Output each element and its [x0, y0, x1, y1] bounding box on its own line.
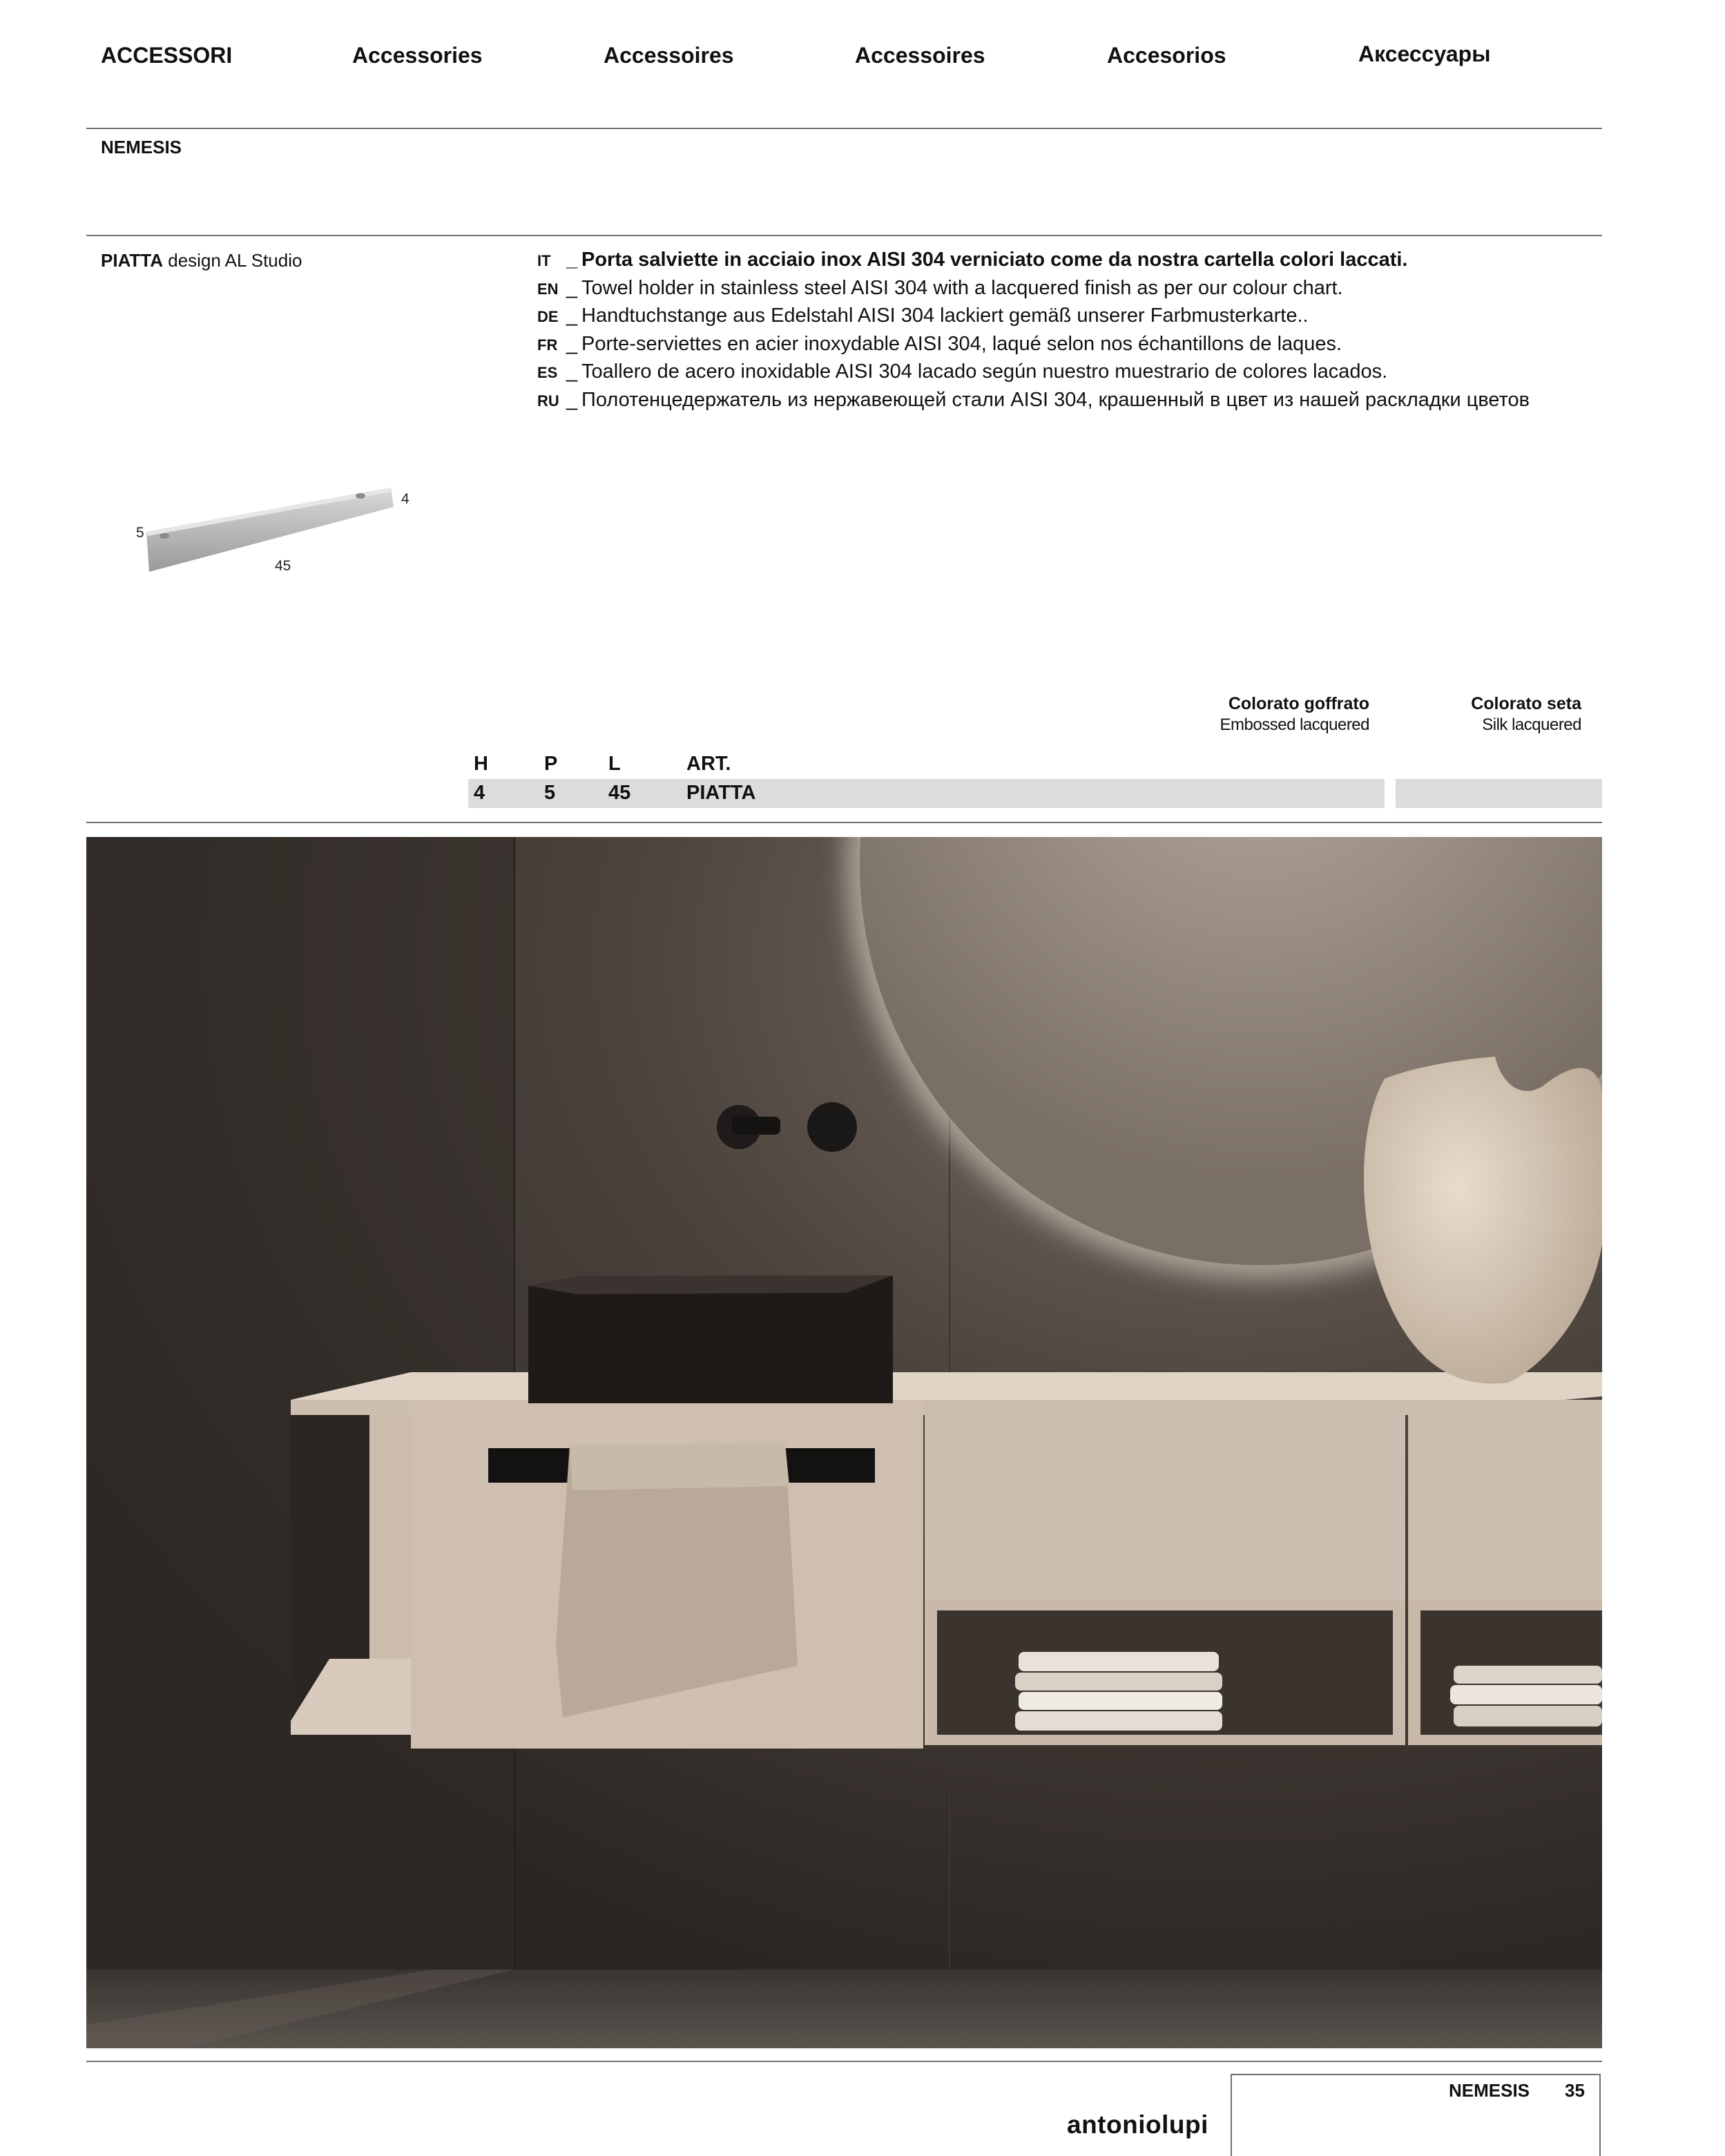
- lang-code: IT: [537, 252, 551, 269]
- dim-depth-label: 5: [136, 525, 144, 541]
- footer-section: NEMESIS: [1449, 2080, 1530, 2101]
- table-divider: [86, 822, 1602, 823]
- finish-embossed-title: Colorato goffrato: [1228, 694, 1369, 713]
- table-header-l: L: [608, 753, 621, 775]
- header-lang-it: ACCESSORI: [101, 43, 233, 68]
- description-en: EN _ Towel holder in stainless steel AISI 304 with a lacquered finish as per our colour chart.: [537, 277, 1343, 299]
- description-text: Handtuchstange aus Edelstahl AISI 304 lackiert gemäß unserer Farbmusterkarte..: [581, 305, 1309, 327]
- description-text: Полотенцедержатель из нержавеющей стали AISI 304, крашенный в цвет из нашей раскладки цветов: [581, 389, 1530, 411]
- description-text: Porta salviette in acciaio inox AISI 304 verniciato come da nostra cartella colori laccati.: [581, 249, 1408, 271]
- product-name: PIATTA: [101, 250, 164, 271]
- lang-code: EN: [537, 280, 559, 298]
- table-header-p: P: [544, 753, 558, 775]
- lang-code: DE: [537, 308, 559, 325]
- section-divider: [86, 235, 1602, 236]
- table-header-art: ART.: [686, 753, 731, 775]
- dim-height-label: 4: [401, 491, 409, 507]
- table-cell-p: 5: [544, 782, 556, 804]
- lang-code: ES: [537, 364, 558, 381]
- description-ru: RU _ Полотенцедержатель из нержавеющей стали AISI 304, крашенный в цвет из нашей раскладки цветов: [537, 389, 1530, 411]
- lang-code: RU: [537, 392, 559, 410]
- finish-embossed-subtitle: Embossed lacquered: [1220, 715, 1369, 734]
- product-designer: design AL Studio: [168, 250, 302, 271]
- description-text: Towel holder in stainless steel AISI 304 with a lacquered finish as per our colour chart.: [581, 277, 1343, 299]
- table-cell-l: 45: [608, 782, 631, 804]
- header-divider: [86, 128, 1602, 129]
- description-it: IT _ Porta salviette in acciaio inox AISI 304 verniciato come da nostra cartella colori laccati.: [537, 249, 1408, 271]
- description-es: ES _ Toallero de acero inoxidable AISI 304 lacado según nuestro muestrario de colores lacados.: [537, 360, 1388, 383]
- description-de: DE _ Handtuchstange aus Edelstahl AISI 304 lackiert gemäß unserer Farbmusterkarte..: [537, 305, 1309, 327]
- brand-logo: antoniolupi: [1067, 2110, 1208, 2139]
- finish-silk-title: Colorato seta: [1471, 694, 1581, 713]
- header-lang-ru: Аксессуары: [1358, 41, 1491, 66]
- table-row-finish-cell: [1396, 779, 1602, 808]
- header-lang-es: Accesorios: [1107, 43, 1226, 68]
- description-fr: FR _ Porte-serviettes en acier inoxydable AISI 304, laqué selon nos échantillons de laques.: [537, 333, 1342, 355]
- table-header-h: H: [474, 753, 488, 775]
- product-photo: [86, 837, 1602, 2048]
- footer-divider: [86, 2061, 1602, 2062]
- bathroom-scene: [86, 837, 1602, 2048]
- header-lang-fr: Accessoires: [604, 43, 734, 68]
- table-row: [468, 779, 1385, 808]
- page-number: 35: [1565, 2080, 1585, 2101]
- header-lang-en: Accessories: [352, 43, 483, 68]
- description-text: Toallero de acero inoxidable AISI 304 lacado según nuestro muestrario de colores lacados.: [581, 360, 1388, 383]
- header-lang-de: Accessoires: [855, 43, 985, 68]
- product-label: [101, 250, 302, 271]
- footer-box: [1231, 2074, 1601, 2156]
- table-cell-h: 4: [474, 782, 485, 804]
- description-text: Porte-serviettes en acier inoxydable AISI 304, laqué selon nos échantillons de laques.: [581, 333, 1342, 355]
- table-cell-art: PIATTA: [686, 782, 756, 804]
- section-title: NEMESIS: [101, 137, 182, 157]
- dim-length-label: 45: [275, 558, 291, 574]
- lang-code: FR: [537, 336, 558, 354]
- finish-silk-subtitle: Silk lacquered: [1482, 715, 1581, 734]
